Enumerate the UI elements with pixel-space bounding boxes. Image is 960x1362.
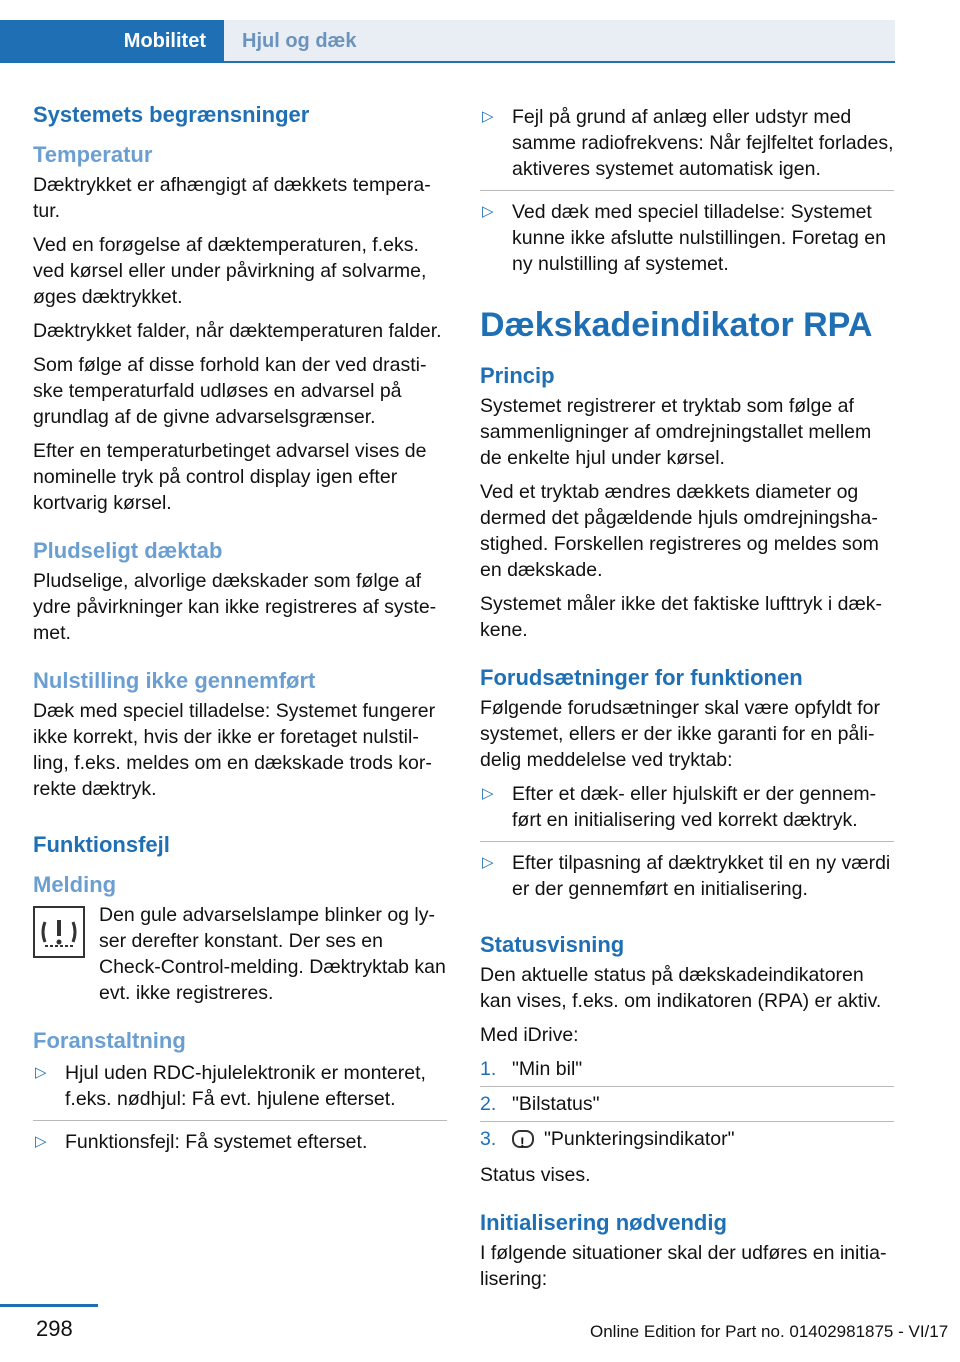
bullet-list [480, 781, 894, 910]
edition-footer: Online Edition for Part no. 01402981875 - VI/17 [590, 1322, 949, 1341]
paragraph: Følgende forudsætninger skal være opfyldt for systemet, ellers er der ikke garanti for en pålidelig meddelelse ved tryktab: [480, 697, 880, 771]
section-title-rpa: Dækskadeindikator RPA [480, 306, 873, 344]
heading-pludseligt-daektab: Pludseligt dæktab [33, 538, 223, 563]
warning-block [33, 902, 447, 1006]
triangle-bullet-icon: ▷ [482, 203, 494, 220]
list-item: 2. "Bilstatus" [480, 1091, 894, 1122]
page-number: 298 [36, 1316, 73, 1341]
warning-text: Den gule advarselslampe blinker og lyser derefter konstant. Der ses en Check-Control-melding. Dæktryktab kan evt. ikke registreres. [99, 904, 446, 1004]
paragraph: Ved et tryktab ændres dækkets diameter og dermed det pågældende hjuls omdrejningshastighed. Forskellen registreres og meldes som en dækskade. [480, 481, 879, 581]
heading-initialisering: Initialisering nødvendig [480, 1210, 727, 1235]
tab-hjul-og-daek[interactable]: Hjul og dæk [224, 20, 895, 62]
paragraph: I følgende situationer skal der udføres en initialisering: [480, 1242, 887, 1290]
paragraph: Systemet registrerer et tryktab som følge af sammenligninger af omdrejningstallet mellem de enkelte hjul under kørsel. [480, 395, 872, 469]
heading-funktionsfejl: Funktionsfejl [33, 832, 170, 857]
puncture-indicator-icon [512, 1130, 534, 1148]
paragraph: Dæktrykket falder, når dæktemperaturen falder. [33, 320, 442, 342]
heading-princip: Princip [480, 363, 555, 388]
header-tabbar [0, 0, 895, 62]
heading-melding: Melding [33, 872, 117, 897]
triangle-bullet-icon: ▷ [482, 854, 494, 871]
paragraph: Ved en forøgelse af dæktemperaturen, f.eks. ved kørsel eller under påvirkning af solvarme, øges dæktrykket. [33, 234, 427, 308]
list-item: ▷ Ved dæk med speciel tilladelse: Systemet kunne ikke afslutte nulstillingen. Foretag en ny nulstilling af systemet. [482, 201, 886, 275]
list-item: 3. ! "Punkteringsindikator" [480, 1126, 894, 1156]
tire-pressure-warning-icon [33, 906, 85, 958]
paragraph: Med iDrive: [480, 1024, 579, 1046]
list-item: ▷ Fejl på grund af anlæg eller udstyr med samme radiofrekvens: Når fejlfeltet forlades, aktiveres systemet automatisk igen. [480, 104, 894, 191]
triangle-bullet-icon: ▷ [35, 1133, 47, 1150]
heading-foranstaltning: Foranstaltning [33, 1028, 186, 1053]
heading-forudsaetninger: Forudsætninger for funktionen [480, 665, 803, 690]
triangle-bullet-icon: ▷ [482, 785, 494, 802]
paragraph: Som følge af disse forhold kan der ved drastiske temperaturfald udløses en advarsel på grundlag af de givne advarselsgrænser. [33, 354, 427, 428]
list-item: 1. "Min bil" [480, 1056, 894, 1087]
right-column [480, 100, 894, 1300]
triangle-bullet-icon: ▷ [482, 108, 494, 125]
heading-nulstilling: Nulstilling ikke gennemført [33, 668, 316, 693]
list-item: ▷ Funktionsfejl: Få systemet efterset. [35, 1131, 368, 1153]
heading-temperatur: Temperatur [33, 142, 153, 167]
list-item: ▷ Efter et dæk- eller hjulskift er der gennemført en initialisering ved korrekt dæktryk. [480, 781, 894, 842]
tab-mobilitet[interactable]: Mobilitet [0, 20, 224, 62]
section-title-begraensninger: Systemets begrænsninger [33, 102, 310, 127]
paragraph: Pludselige, alvorlige dækskader som følge af ydre påvirkninger kan ikke registreres af systemet. [33, 570, 437, 644]
paragraph: Dæktrykket er afhængigt af dækkets temperatur. [33, 174, 431, 222]
footer-rule [0, 1304, 98, 1307]
left-column [33, 100, 447, 1171]
header-divider [0, 61, 895, 63]
paragraph: Systemet måler ikke det faktiske lufttryk i dækkene. [480, 593, 883, 641]
list-item: ▷ Hjul uden RDC-hjulelektronik er monteret, f.eks. nødhjul: Få evt. hjulene efterset. [33, 1060, 447, 1121]
paragraph: Status vises. [480, 1164, 591, 1186]
bullet-list [33, 1060, 447, 1163]
bullet-list [480, 104, 894, 285]
triangle-bullet-icon: ▷ [35, 1064, 47, 1081]
paragraph: Dæk med speciel tilladelse: Systemet fungerer ikke korrekt, hvis der ikke er foretaget nulstilling, f.eks. meldes om en dækskade trods korrekte dæktryk. [33, 700, 436, 800]
numbered-list [480, 1056, 894, 1156]
heading-statusvisning: Statusvisning [480, 932, 625, 957]
paragraph: Den aktuelle status på dækskadeindikatoren kan vises, f.eks. om indikatoren (RPA) er aktiv. [480, 964, 882, 1012]
paragraph: Efter en temperaturbetinget advarsel vises de nominelle tryk på control display igen efter kortvarig kørsel. [33, 440, 427, 514]
list-item: ▷ Efter tilpasning af dæktrykket til en ny værdi er der gennemført en initialisering. [482, 852, 891, 900]
